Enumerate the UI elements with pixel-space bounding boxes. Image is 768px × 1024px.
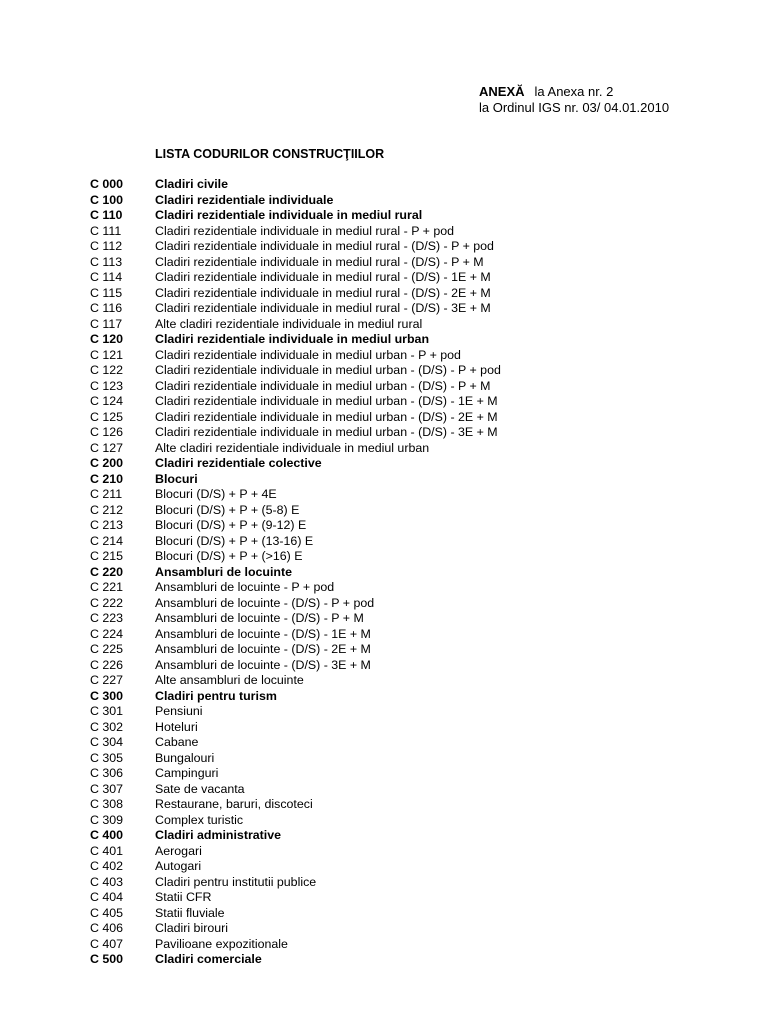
construction-code: C 302 <box>90 719 124 734</box>
category-row <box>90 332 690 348</box>
construction-label: Bungalouri <box>155 750 215 765</box>
construction-code: C 214 <box>90 533 124 548</box>
code-row <box>90 875 690 891</box>
construction-code: C 120 <box>90 332 124 346</box>
construction-code: C 122 <box>90 363 124 377</box>
construction-label: Blocuri (D/S) + P + (13-16) E <box>155 533 314 548</box>
construction-label: Cladiri birouri <box>155 921 228 935</box>
construction-label: Aerogari <box>155 843 202 858</box>
category-row <box>90 208 690 224</box>
construction-label: Cladiri pentru institutii publice <box>155 874 317 889</box>
construction-label: Pensiuni <box>155 704 203 718</box>
construction-code: C 200 <box>90 456 124 470</box>
construction-label: Cladiri rezidentiale individuale in mediul urban - (D/S) - P + pod <box>155 363 501 377</box>
construction-label: Statii fluviale <box>155 905 225 920</box>
construction-label: Cabane <box>155 735 199 749</box>
construction-code: C 127 <box>90 440 124 455</box>
construction-code: C 222 <box>90 595 124 610</box>
code-row <box>90 890 690 906</box>
construction-label: Ansambluri de locuinte - P + pod <box>155 580 335 594</box>
construction-code: C 110 <box>90 208 123 222</box>
construction-code: C 405 <box>90 905 124 920</box>
construction-code: C 223 <box>90 611 124 625</box>
construction-code: C 215 <box>90 549 124 563</box>
code-row <box>90 751 690 767</box>
construction-label: Cladiri rezidentiale individuale <box>155 192 334 207</box>
construction-label: Ansambluri de locuinte - (D/S) - P + M <box>155 611 364 625</box>
construction-code: C 220 <box>90 564 124 579</box>
code-row <box>90 503 690 519</box>
construction-code: C 115 <box>90 285 123 300</box>
construction-label: Cladiri rezidentiale individuale in mediul rural - (D/S) - 1E + M <box>155 270 491 284</box>
category-row <box>90 952 690 968</box>
construction-label: Ansambluri de locuinte - (D/S) - 2E + M <box>155 642 371 656</box>
construction-code: C 124 <box>90 394 124 408</box>
code-row <box>90 627 690 643</box>
construction-code: C 300 <box>90 688 124 703</box>
construction-label: Complex turistic <box>155 812 244 827</box>
construction-code: C 500 <box>90 952 124 966</box>
construction-code: C 307 <box>90 781 124 796</box>
construction-code: C 407 <box>90 936 124 951</box>
construction-code: C 226 <box>90 657 124 672</box>
construction-label: Cladiri rezidentiale individuale in mediul urban - (D/S) - 2E + M <box>155 409 498 424</box>
code-row <box>90 379 690 395</box>
code-row <box>90 937 690 953</box>
code-row <box>90 270 690 286</box>
code-row <box>90 844 690 860</box>
construction-code: C 210 <box>90 471 124 486</box>
construction-label: Cladiri rezidentiale individuale in mediul rural - (D/S) - P + M <box>155 254 484 269</box>
annex-line <box>479 84 669 100</box>
construction-label: Ansambluri de locuinte - (D/S) - P + pod <box>155 595 375 610</box>
construction-label: Cladiri rezidentiale individuale in mediul rural <box>155 208 423 222</box>
code-row <box>90 658 690 674</box>
code-row <box>90 425 690 441</box>
code-row <box>90 317 690 333</box>
construction-label: Cladiri rezidentiale individuale in mediul urban - P + pod <box>155 347 461 362</box>
code-row <box>90 441 690 457</box>
construction-code: C 400 <box>90 828 124 842</box>
order-ref: la Ordinul IGS nr. 03/ 04.01.2010 <box>479 100 670 115</box>
construction-label: Pavilioane expozitionale <box>155 936 288 951</box>
code-row <box>90 766 690 782</box>
construction-code: C 114 <box>90 270 123 284</box>
code-row <box>90 906 690 922</box>
construction-code: C 123 <box>90 378 124 393</box>
construction-label: Cladiri rezidentiale individuale in mediul urban - (D/S) - 1E + M <box>155 394 498 408</box>
construction-label: Alte cladiri rezidentiale individuale in mediul urban <box>155 440 430 455</box>
category-row <box>90 565 690 581</box>
construction-label: Cladiri rezidentiale individuale in mediul rural - (D/S) - 2E + M <box>155 285 491 300</box>
construction-label: Ansambluri de locuinte - (D/S) - 3E + M <box>155 657 371 672</box>
code-row <box>90 859 690 875</box>
code-row <box>90 735 690 751</box>
code-row <box>90 518 690 534</box>
construction-label: Cladiri civile <box>155 177 229 191</box>
construction-code: C 404 <box>90 890 124 904</box>
construction-label: Cladiri pentru turism <box>155 688 277 703</box>
construction-label: Hoteluri <box>155 719 198 734</box>
construction-label: Sate de vacanta <box>155 781 245 796</box>
code-row <box>90 642 690 658</box>
construction-code: C 305 <box>90 750 124 765</box>
construction-label: Cladiri rezidentiale colective <box>155 456 322 470</box>
annex-label: ANEXĂ <box>479 84 525 99</box>
code-row <box>90 410 690 426</box>
code-row <box>90 239 690 255</box>
code-row <box>90 720 690 736</box>
construction-code: C 112 <box>90 239 123 253</box>
code-row <box>90 487 690 503</box>
construction-code-list <box>90 177 690 968</box>
construction-code: C 309 <box>90 812 124 827</box>
construction-code: C 406 <box>90 921 124 935</box>
code-row <box>90 704 690 720</box>
annex-header <box>479 84 669 116</box>
construction-label: Cladiri rezidentiale individuale in mediul urban - (D/S) - P + M <box>155 378 491 393</box>
construction-code: C 121 <box>90 347 124 362</box>
construction-label: Blocuri <box>155 471 198 486</box>
construction-code: C 301 <box>90 704 124 718</box>
construction-code: C 403 <box>90 874 124 889</box>
construction-code: C 225 <box>90 642 124 656</box>
construction-code: C 126 <box>90 425 124 439</box>
construction-code: C 113 <box>90 254 123 269</box>
code-row <box>90 301 690 317</box>
construction-label: Restaurane, baruri, discoteci <box>155 797 313 811</box>
construction-code: C 100 <box>90 192 124 207</box>
construction-label: Alte cladiri rezidentiale individuale in mediul rural <box>155 316 423 331</box>
construction-code: C 304 <box>90 735 124 749</box>
construction-label: Cladiri rezidentiale individuale in mediul urban - (D/S) - 3E + M <box>155 425 498 439</box>
code-row <box>90 286 690 302</box>
construction-label: Cladiri rezidentiale individuale in mediul rural - (D/S) - P + pod <box>155 239 494 253</box>
construction-code: C 125 <box>90 409 124 424</box>
construction-label: Campinguri <box>155 766 219 780</box>
construction-code: C 000 <box>90 177 124 191</box>
code-row <box>90 611 690 627</box>
code-row <box>90 394 690 410</box>
code-row <box>90 921 690 937</box>
construction-label: Cladiri rezidentiale individuale in mediul urban <box>155 332 430 346</box>
code-row <box>90 673 690 689</box>
construction-label: Cladiri rezidentiale individuale in mediul rural - (D/S) - 3E + M <box>155 301 491 315</box>
construction-code: C 111 <box>90 223 122 238</box>
construction-code: C 402 <box>90 859 124 873</box>
construction-code: C 213 <box>90 518 124 532</box>
category-row <box>90 456 690 472</box>
code-row <box>90 224 690 240</box>
construction-label: Cladiri administrative <box>155 828 282 842</box>
construction-code: C 227 <box>90 673 124 687</box>
construction-label: Statii CFR <box>155 890 212 904</box>
code-row <box>90 580 690 596</box>
code-row <box>90 534 690 550</box>
construction-label: Blocuri (D/S) + P + (>16) E <box>155 549 303 563</box>
code-row <box>90 255 690 271</box>
construction-label: Blocuri (D/S) + P + (9-12) E <box>155 518 307 532</box>
annex-ref: la Anexa nr. 2 <box>534 84 614 99</box>
construction-label: Blocuri (D/S) + P + (5-8) E <box>155 502 300 517</box>
category-row <box>90 193 690 209</box>
category-row <box>90 689 690 705</box>
construction-label: Cladiri rezidentiale individuale in mediul rural - P + pod <box>155 223 455 238</box>
category-row <box>90 177 690 193</box>
construction-label: Blocuri (D/S) + P + 4E <box>155 487 277 501</box>
construction-code: C 308 <box>90 797 124 811</box>
construction-label: Autogari <box>155 859 202 873</box>
category-row <box>90 828 690 844</box>
construction-label: Cladiri comerciale <box>155 952 262 966</box>
construction-label: Alte ansambluri de locuinte <box>155 673 304 687</box>
construction-code: C 117 <box>90 316 123 331</box>
code-row <box>90 813 690 829</box>
construction-code: C 306 <box>90 766 124 780</box>
construction-label: Ansambluri de locuinte <box>155 564 293 579</box>
construction-code: C 116 <box>90 301 123 315</box>
code-row <box>90 363 690 379</box>
code-row <box>90 782 690 798</box>
code-row <box>90 549 690 565</box>
construction-code: C 221 <box>90 580 124 594</box>
construction-code: C 401 <box>90 843 124 858</box>
document-title: LISTA CODURILOR CONSTRUCŢIILOR <box>155 147 385 161</box>
code-row <box>90 348 690 364</box>
construction-code: C 211 <box>90 487 123 501</box>
construction-code: C 212 <box>90 502 124 517</box>
code-row <box>90 797 690 813</box>
category-row <box>90 472 690 488</box>
construction-label: Ansambluri de locuinte - (D/S) - 1E + M <box>155 626 371 641</box>
code-row <box>90 596 690 612</box>
construction-code: C 224 <box>90 626 124 641</box>
